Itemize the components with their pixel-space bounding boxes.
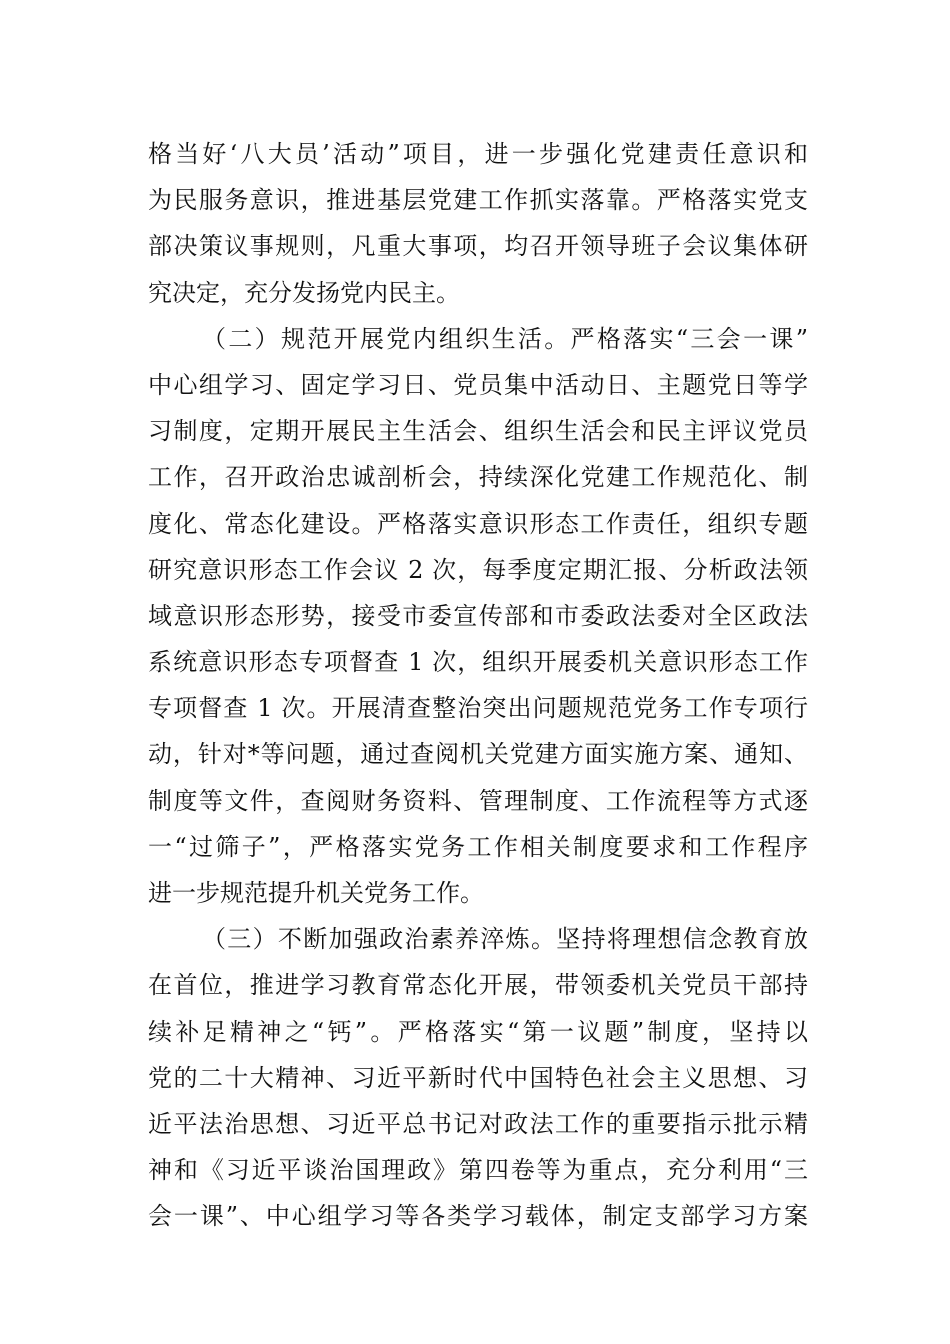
paragraph-line: 在首位，推进学习教育常态化开展，带领委机关党员干部持 [148,971,808,1000]
paragraph-line: 工作，召开政治忠诚剖析会，持续深化党建工作规范化、制 [148,463,808,492]
paragraph-line: 制度等文件，查阅财务资料、管理制度、工作流程等方式逐 [148,786,808,815]
paragraph-line: 系统意识形态专项督查 1 次，组织开展委机关意识形态工作 [148,648,808,677]
paragraph-line: 格当好‘八大员’活动”项目，进一步强化党建责任意识和 [148,140,808,168]
paragraph-line: 一“过筛子”，严格落实党务工作相关制度要求和工作程序 [148,832,808,861]
paragraph-line: 究决定，充分发扬党内民主。 [148,278,460,307]
paragraph-line: 近平法治思想、习近平总书记对政法工作的重要指示批示精 [148,1109,808,1138]
paragraph-line: 专项督查 1 次。开展清查整治突出问题规范党务工作专项行 [148,694,808,723]
paragraph-line: 度化、常态化建设。严格落实意识形态工作责任，组织专题 [148,509,808,538]
paragraph-line: 习制度，定期开展民主生活会、组织生活会和民主评议党员 [148,417,808,446]
paragraph-line: 续补足精神之“钙”。严格落实“第一议题”制度，坚持以 [148,1017,808,1046]
paragraph-line: 动，针对*等问题，通过查阅机关党建方面实施方案、通知、 [148,740,808,769]
body-text [148,131,808,1240]
paragraph-line: 进一步规范提升机关党务工作。 [148,879,484,907]
paragraph-line: 研究意识形态工作会议 2 次，每季度定期汇报、分析政法领 [148,555,808,584]
section-heading-line: （三）不断加强政治素养淬炼。坚持将理想信念教育放 [202,925,808,954]
paragraph-line: 为民服务意识，推进基层党建工作抓实落靠。严格落实党支 [148,186,808,215]
paragraph-line: 会一课”、中心组学习等各类学习载体，制定支部学习方案 [148,1202,808,1231]
paragraph-line: 部决策议事规则，凡重大事项，均召开领导班子会议集体研 [148,232,808,261]
paragraph-line: 神和《习近平谈治国理政》第四卷等为重点，充分利用“三 [148,1156,808,1185]
section-heading-line: （二）规范开展党内组织生活。严格落实“三会一课” [202,324,808,353]
paragraph-line: 中心组学习、固定学习日、党员集中活动日、主题党日等学 [148,370,808,399]
paragraph-line: 党的二十大精神、习近平新时代中国特色社会主义思想、习 [148,1063,808,1092]
paragraph-line: 域意识形态形势，接受市委宣传部和市委政法委对全区政法 [148,601,808,630]
